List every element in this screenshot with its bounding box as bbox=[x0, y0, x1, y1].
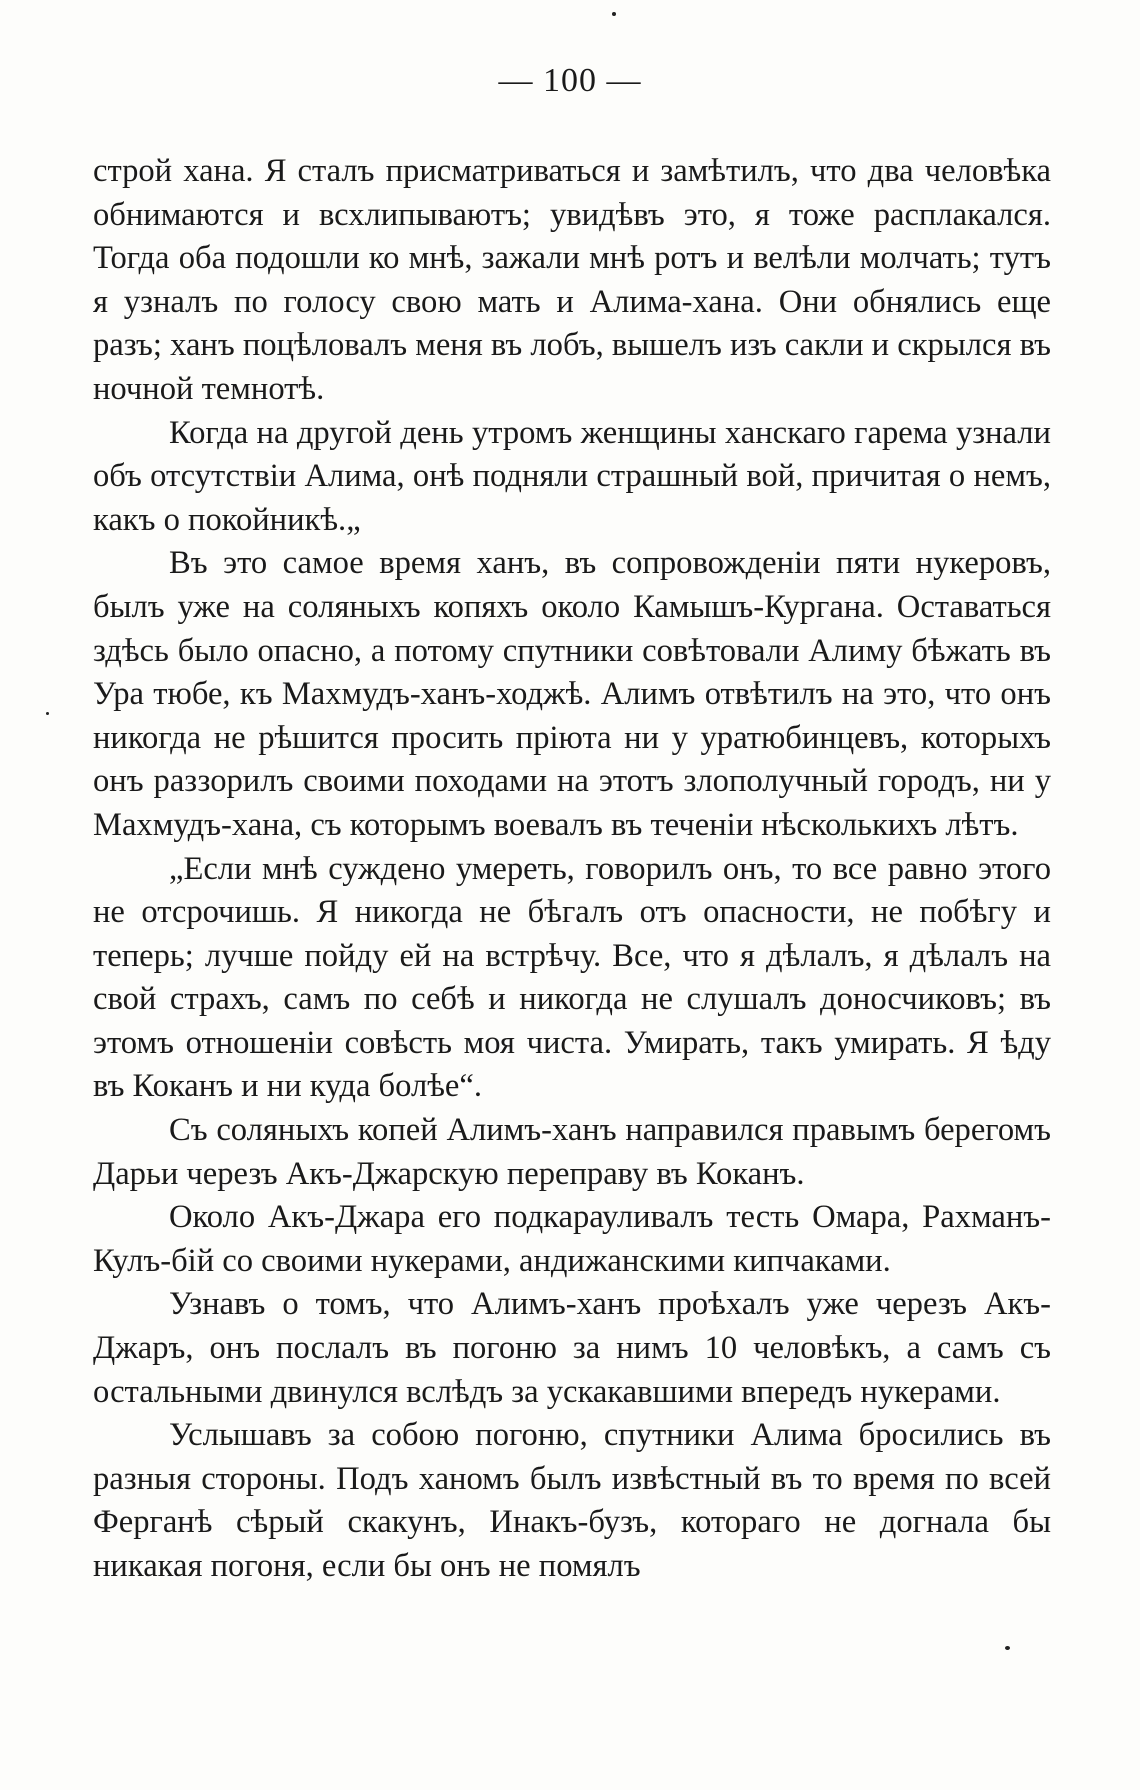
paragraph-continuation: строй хана. Я сталъ присматриваться и замѣтилъ, что два человѣка обнимаются и всхлипываютъ; увидѣвъ это, я тоже расплакался. Тогда оба подошли ко мнѣ, зажали мнѣ ротъ и велѣли молчать; тутъ я узналъ по голосу свою мать и Алима-хана. Они обнялись еще разъ; ханъ поцѣловалъ меня въ лобъ, вышелъ изъ сакли и скрылся въ ночной темнотѣ. bbox=[93, 153, 1051, 407]
paragraph: Когда на другой день утромъ женщины ханскаго гарема узнали объ отсутствіи Алима, онѣ подняли страшный вой, причитая о немъ, какъ о покойникѣ.„ bbox=[93, 414, 1051, 538]
paragraph: Въ это самое время ханъ, въ сопровожденіи пяти нукеровъ, былъ уже на соляныхъ копяхъ около Камышъ-Кургана. Оставаться здѣсь было опасно, а потому спутники совѣтовали Алиму бѣжать въ Ура тюбе, къ Махмудъ-ханъ-ходжѣ. Алимъ отвѣтилъ на это, что онъ никогда не рѣшится просить пріюта ни у уратюбинцевъ, которыхъ онъ раззорилъ своими походами на этотъ злополучный городъ, ни у Махмудъ-хана, съ которымъ воевалъ въ теченіи нѣсколькихъ лѣтъ. bbox=[93, 545, 1051, 843]
paragraph: Съ соляныхъ копей Алимъ-ханъ направился правымъ берегомъ Дарьи черезъ Акъ-Джарскую переправу въ Коканъ. bbox=[93, 1112, 1051, 1192]
print-speck bbox=[612, 12, 616, 16]
page-number: — 100 — bbox=[498, 62, 642, 99]
paragraph: Около Акъ-Джара его подкарауливалъ тесть Омара, Рахманъ-Кулъ-бій со своими нукерами, андижанскими кипчаками. bbox=[93, 1199, 1051, 1279]
body-text bbox=[93, 150, 1051, 1589]
print-speck bbox=[1005, 1646, 1010, 1650]
paragraph: „Если мнѣ суждено умереть, говорилъ онъ, то все равно этого не отсрочишь. Я никогда не бѣгалъ отъ опасности, не побѣгу и теперь; лучше пойду ей на встрѣчу. Все, что я дѣлалъ, я дѣлалъ на свой страхъ, самъ по себѣ и никогда не слушалъ доносчиковъ; въ этомъ отношеніи совѣсть моя чиста. Умирать, такъ умирать. Я ѣду въ Коканъ и ни куда болѣе“. bbox=[93, 850, 1051, 1105]
print-speck bbox=[46, 712, 49, 715]
paragraph: Услышавъ за собою погоню, спутники Алима бросились въ разныя стороны. Подъ ханомъ былъ извѣстный въ то время по всей Ферганѣ сѣрый скакунъ, Инакъ-бузъ, котораго не догнала бы никакая погоня, если бы онъ не помялъ bbox=[93, 1417, 1051, 1584]
paragraph: Узнавъ о томъ, что Алимъ-ханъ проѣхалъ уже черезъ Акъ-Джаръ, онъ послалъ въ погоню за нимъ 10 человѣкъ, а самъ съ остальными двинулся вслѣдъ за ускакавшими впередъ нукерами. bbox=[93, 1286, 1051, 1410]
